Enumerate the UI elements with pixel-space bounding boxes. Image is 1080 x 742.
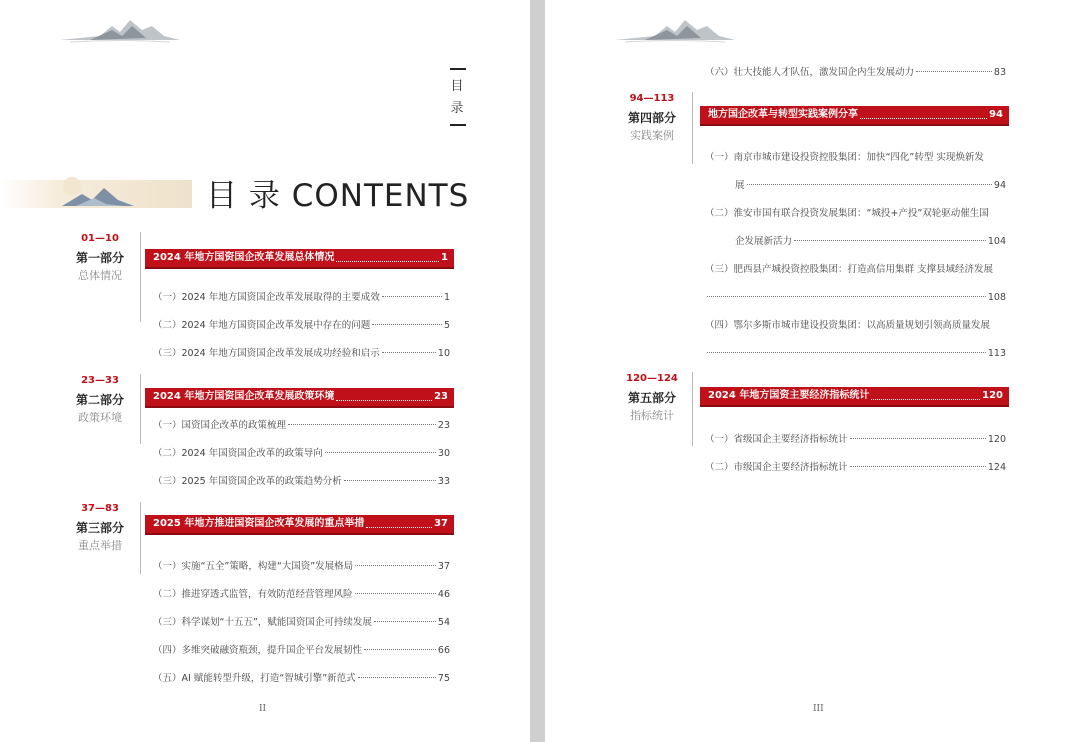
dot-leader (325, 452, 436, 453)
section-heading-title: 2024 年地方国资主要经济指标统计 (708, 390, 870, 401)
toc-item[interactable] (153, 559, 450, 575)
section-part: 第五部分 (627, 391, 676, 405)
section-heading-page: 120 (982, 390, 1003, 401)
dot-leader (355, 565, 436, 566)
toc-item-title: 企发展新活力 (735, 236, 793, 247)
toc-item-title: （一）实施“五全”策略，构建“大国资”发展格局 (153, 561, 354, 572)
toc-item-page: 94 (993, 180, 1006, 191)
section-part: 第三部分 (75, 521, 124, 535)
section-range: 23—33 (81, 375, 119, 386)
toc-item[interactable] (705, 290, 1006, 306)
section-subtitle: 实践案例 (630, 129, 674, 142)
toc-item[interactable] (153, 418, 450, 434)
toc-item[interactable] (153, 290, 450, 306)
contents-title: 目 录 CONTENTS (206, 178, 470, 214)
dot-leader (344, 480, 436, 481)
section-heading-link[interactable] (145, 249, 454, 269)
dot-leader (336, 261, 439, 262)
dot-leader (382, 352, 436, 353)
section-heading-page: 37 (434, 518, 448, 529)
dot-leader (860, 118, 987, 119)
toc-item-title: （二）市级国企主要经济指标统计 (705, 462, 848, 473)
dot-leader (382, 296, 442, 297)
section-part: 第一部分 (75, 251, 124, 265)
toc-item[interactable] (153, 671, 450, 687)
section-range: 94—113 (629, 93, 675, 104)
left-page (0, 0, 530, 742)
section-subtitle: 政策环境 (78, 411, 122, 424)
page-number: III (813, 704, 824, 714)
section-heading-link[interactable] (700, 106, 1009, 126)
section-heading-page: 1 (441, 252, 448, 263)
toc-item[interactable] (705, 65, 1006, 81)
section-heading-link[interactable] (700, 387, 1009, 407)
toc-item-line[interactable]: （四）鄂尔多斯市城市建设投资集团：以高质量规划引领高质量发展 (705, 320, 991, 331)
section-part: 第四部分 (627, 111, 676, 125)
dot-leader (916, 71, 992, 72)
toc-item-page: 113 (987, 348, 1006, 359)
toc-item[interactable] (153, 474, 450, 490)
toc-item[interactable] (705, 346, 1006, 362)
toc-item[interactable] (735, 178, 1006, 194)
toc-item-title: （五）AI 赋能转型升级，打造“智城引擎”新范式 (153, 673, 356, 684)
dot-leader (374, 621, 436, 622)
section-heading-title: 地方国企改革与转型实践案例分享 (708, 109, 858, 120)
toc-item[interactable] (705, 460, 1006, 476)
toc-item[interactable] (153, 643, 450, 659)
section-range: 37—83 (81, 503, 119, 514)
dot-leader (871, 399, 980, 400)
toc-item-page: 104 (987, 236, 1006, 247)
section-subtitle: 指标统计 (630, 409, 674, 422)
toc-item-line[interactable]: （三）肥西县产城投资控股集团：打造高信用集群 支撑县域经济发展 (705, 264, 994, 275)
section-subtitle: 总体情况 (78, 269, 122, 282)
toc-item-page: 10 (437, 348, 450, 359)
dot-leader (355, 593, 436, 594)
section-label (612, 92, 693, 164)
toc-item-title: （六）壮大技能人才队伍，激发国企内生发展动力 (705, 67, 915, 78)
toc-item-page: 37 (437, 561, 450, 572)
toc-item-page: 46 (437, 589, 450, 600)
dot-leader (364, 649, 436, 650)
dot-leader (366, 527, 432, 528)
section-range: 01—10 (81, 233, 119, 244)
dot-leader (358, 677, 436, 678)
toc-item-title: （三）2024 年地方国资国企改革发展成功经验和启示 (153, 348, 380, 359)
dot-leader (747, 184, 992, 185)
vertical-title-char: 目 (450, 79, 466, 94)
section-heading-link[interactable] (145, 388, 454, 408)
section-heading-link[interactable] (145, 515, 454, 535)
dot-leader (794, 240, 986, 241)
toc-item-title: 展 (735, 180, 745, 191)
dot-leader (372, 324, 442, 325)
dot-leader (850, 466, 986, 467)
dot-leader (336, 400, 432, 401)
toc-item-page: 108 (987, 292, 1006, 303)
right-page (545, 0, 1080, 742)
section-label (60, 232, 141, 322)
section-heading-title: 2025 年地方推进国资国企改革发展的重点举措 (153, 518, 365, 529)
page-number: II (259, 704, 267, 714)
toc-item-page: 54 (437, 617, 450, 628)
mountain-landscape-icon (615, 12, 735, 46)
mountain-landscape-icon (60, 12, 180, 46)
toc-item-page: 23 (437, 420, 450, 431)
section-part: 第二部分 (75, 393, 124, 407)
section-range: 120—124 (626, 373, 678, 384)
dot-leader (707, 296, 986, 297)
toc-item-page: 5 (443, 320, 450, 331)
toc-item-title: （二）2024 年地方国资国企改革发展中存在的问题 (153, 320, 371, 331)
toc-item-page: 1 (443, 292, 450, 303)
toc-item[interactable] (153, 346, 450, 362)
vertical-title (450, 68, 466, 126)
dot-leader (850, 438, 986, 439)
toc-item[interactable] (153, 587, 450, 603)
dot-leader (707, 352, 986, 353)
toc-item-page: 30 (437, 448, 450, 459)
section-heading-page: 23 (434, 391, 448, 402)
section-subtitle: 重点举措 (78, 539, 122, 552)
toc-item-line[interactable]: （一）南京市城市建设投资控股集团：加快“四化”转型 实现焕新发 (705, 152, 984, 163)
toc-item[interactable] (153, 615, 450, 631)
section-label (612, 372, 693, 446)
toc-item-title: （三）2025 年国资国企改革的政策趋势分析 (153, 476, 342, 487)
toc-item-page: 83 (993, 67, 1006, 78)
toc-item-title: （三）科学谋划“十五五”，赋能国资国企可持续发展 (153, 617, 372, 628)
toc-item-page: 66 (437, 645, 450, 656)
section-heading-title: 2024 年地方国资国企改革发展政策环境 (153, 391, 335, 402)
toc-item-title: （一）2024 年地方国资国企改革发展取得的主要成效 (153, 292, 380, 303)
section-heading-title: 2024 年地方国资国企改革发展总体情况 (153, 252, 335, 263)
toc-item-title: （一）国资国企改革的政策梳理 (153, 420, 287, 431)
toc-item[interactable] (735, 234, 1006, 250)
section-label (60, 374, 141, 444)
toc-item-title: （四）多维突破融资瓶颈，提升国企平台发展韧性 (153, 645, 363, 656)
toc-item-page: 75 (437, 673, 450, 684)
section-heading-page: 94 (989, 109, 1003, 120)
toc-item[interactable] (153, 318, 450, 334)
vertical-title-char: 录 (450, 101, 466, 116)
mountain-landscape-icon (58, 172, 138, 212)
toc-item-line[interactable]: （二）淮安市国有联合投资发展集团：“城投+产投”双轮驱动催生国 (705, 208, 989, 219)
dot-leader (288, 424, 436, 425)
toc-item-title: （二）2024 年国资国企改革的政策导向 (153, 448, 323, 459)
toc-item-title: （二）推进穿透式监管，有效防范经营管理风险 (153, 589, 353, 600)
toc-item-title: （一）省级国企主要经济指标统计 (705, 434, 848, 445)
toc-item[interactable] (153, 446, 450, 462)
toc-item[interactable] (705, 432, 1006, 448)
toc-item-page: 33 (437, 476, 450, 487)
toc-item-page: 120 (987, 434, 1006, 445)
section-label (60, 502, 141, 574)
toc-item-page: 124 (987, 462, 1006, 473)
